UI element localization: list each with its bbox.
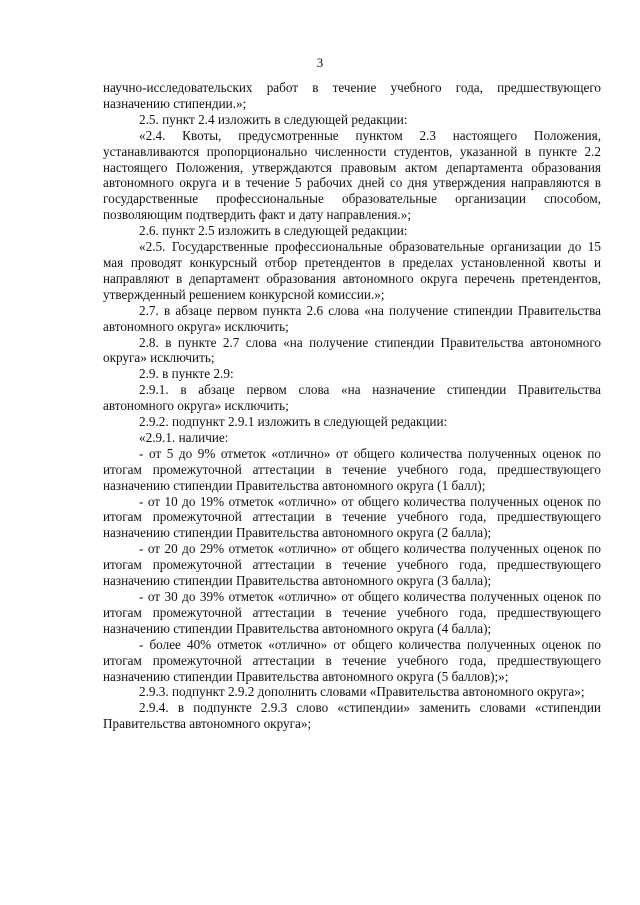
document-body <box>103 80 601 732</box>
paragraph-2-5: 2.5. пункт 2.4 изложить в следующей редакции: <box>139 111 408 127</box>
page-number: 3 <box>316 55 324 70</box>
paragraph-2-9-2: 2.9.2. подпункт 2.9.1 изложить в следующей редакции: <box>139 414 448 430</box>
paragraph-2-9: 2.9. в пункте 2.9: <box>139 366 234 382</box>
paragraph-continuation: научно-исследовательских работ в течение учебного года, предшествующего назначению стипендии.»; <box>103 80 601 111</box>
list-item-3-points: - от 20 до 29% отметок «отлично» от общего количества полученных оценок по итогам промежуточной аттестации в течение учебного года, предшествующего назначению стипендии Правительства автономного округа (3 балла); <box>103 541 601 589</box>
paragraph-2-9-3: 2.9.3. подпункт 2.9.2 дополнить словами «Правительства автономного округа»; <box>139 684 585 700</box>
paragraph-2-9-4: 2.9.4. в подпункте 2.9.3 слово «стипендии» заменить словами «стипендии Правительства автономного округа»; <box>103 700 601 732</box>
list-item-4-points: - от 30 до 39% отметок «отлично» от общего количества полученных оценок по итогам промежуточной аттестации в течение учебного года, предшествующего назначению стипендии Правительства автономного округа (4 балла); <box>103 589 601 636</box>
list-item-2-points: - от 10 до 19% отметок «отлично» от общего количества полученных оценок по итогам промежуточной аттестации в течение учебного года, предшествующего назначению стипендии Правительства автономного округа (2 балла); <box>103 493 601 541</box>
paragraph-2-9-1: 2.9.1. в абзаце первом слова «на назначение стипендии Правительства автономного округа» исключить; <box>103 382 601 414</box>
paragraph-2-7: 2.7. в абзаце первом пункта 2.6 слова «на получение стипендии Правительства автономного округа» исключить; <box>103 302 601 334</box>
list-item-1-point: - от 5 до 9% отметок «отлично» от общего количества полученных оценок по итогам промежуточной аттестации в течение учебного года, предшествующего назначению стипендии Правительства автономного округа (1 балл); <box>103 445 601 493</box>
list-item-5-points: - более 40% отметок «отлично» от общего количества полученных оценок по итогам промежуточной аттестации в течение учебного года, предшествующего назначению стипендии Правительства автономного округа (5 баллов);»; <box>103 636 601 684</box>
paragraph-quote-2-5: «2.5. Государственные профессиональные образовательные организации до 15 мая проводят конкурсный отбор претендентов в пределах установленной квоты и направляют в департамент образования автономного округа перечень претендентов, утвержденный решением конкурсной комиссии.»; <box>103 239 601 302</box>
paragraph-2-6: 2.6. пункт 2.5 изложить в следующей редакции: <box>139 223 408 239</box>
paragraph-2-8: 2.8. в пункте 2.7 слова «на получение стипендии Правительства автономного округа» исключить; <box>103 334 601 366</box>
paragraph-quote-2-9-1: «2.9.1. наличие: <box>139 429 229 445</box>
paragraph-quote-2-4: «2.4. Квоты, предусмотренные пунктом 2.3 настоящего Положения, устанавливаются пропорционально численности студентов, указанной в пункте 2.2 настоящего Положения, утверждаются правовым актом департамента образования автономного округа и в течение 5 рабочих дней со дня утверждения направляются в государственные профессиональные образовательные организации способом, позволяющим подтвердить факт и дату направления.»; <box>103 127 601 223</box>
